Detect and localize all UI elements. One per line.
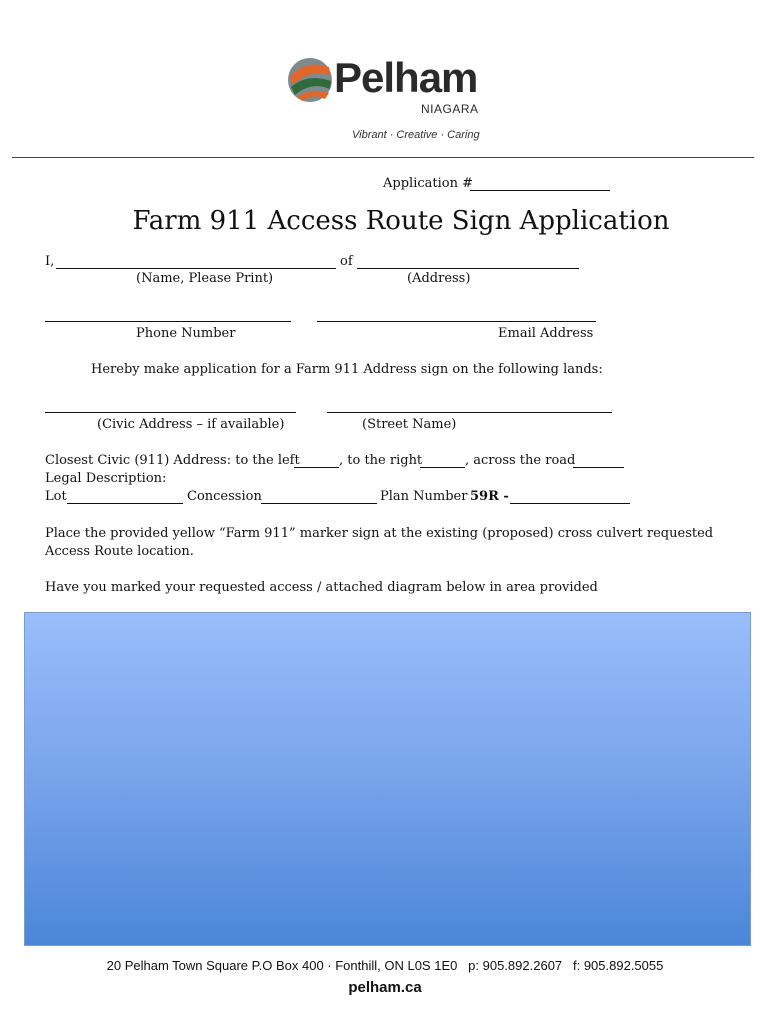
tagline: Vibrant · Creative · Caring — [352, 129, 480, 141]
street-caption: (Street Name) — [362, 417, 457, 432]
logo-wordmark: Pelham — [334, 54, 478, 101]
i-label: I, — [45, 254, 55, 269]
logo-subtitle: NIAGARA — [421, 102, 479, 116]
lot-field[interactable] — [67, 503, 183, 504]
closest-left-label: Closest Civic (911) Address: to the left — [45, 453, 300, 468]
street-name-field[interactable] — [327, 412, 612, 413]
to-right-label: , to the right — [339, 453, 423, 468]
address-caption: (Address) — [407, 271, 471, 286]
footer-website[interactable]: pelham.ca — [348, 979, 422, 996]
concession-field[interactable] — [261, 503, 377, 504]
address-field[interactable] — [357, 268, 579, 269]
plan-number-field[interactable] — [510, 503, 630, 504]
hereby-text: Hereby make application for a Farm 911 Address sign on the following lands: — [91, 362, 603, 377]
left-address-field[interactable] — [294, 467, 339, 468]
footer-address: 20 Pelham Town Square P.O Box 400 · Fonthill, ON L0S 1E0 p: 905.892.2607 f: 905.892.5055 — [106, 958, 664, 973]
name-caption: (Name, Please Print) — [136, 271, 274, 286]
right-address-field[interactable] — [420, 467, 465, 468]
phone-field[interactable] — [45, 321, 291, 322]
application-number-label: Application # — [383, 176, 473, 191]
phone-caption: Phone Number — [136, 326, 236, 341]
email-field[interactable] — [317, 321, 596, 322]
application-number-field[interactable] — [470, 190, 610, 191]
plan-prefix: 59R - — [470, 489, 509, 504]
legal-description-label: Legal Description: — [45, 471, 167, 486]
civic-caption: (Civic Address – if available) — [97, 417, 285, 432]
place-sign-text-cont: Access Route location. — [45, 544, 194, 559]
lot-label: Lot — [45, 489, 67, 504]
civic-address-field[interactable] — [45, 412, 296, 413]
plan-number-label: Plan Number — [380, 489, 468, 504]
diagram-area[interactable] — [24, 612, 751, 946]
of-label: of — [340, 254, 353, 269]
marked-access-question: Have you marked your requested access / attached diagram below in area provided — [45, 580, 598, 595]
email-caption: Email Address — [498, 326, 594, 341]
concession-label: Concession — [187, 489, 262, 504]
header-divider — [12, 157, 754, 158]
name-field[interactable] — [56, 268, 336, 269]
across-address-field[interactable] — [573, 467, 624, 468]
across-label: , across the road — [465, 453, 576, 468]
form-title: Farm 911 Access Route Sign Application — [132, 206, 670, 236]
place-sign-text: Place the provided yellow “Farm 911” marker sign at the existing (proposed) cross culvert requested — [45, 526, 714, 541]
